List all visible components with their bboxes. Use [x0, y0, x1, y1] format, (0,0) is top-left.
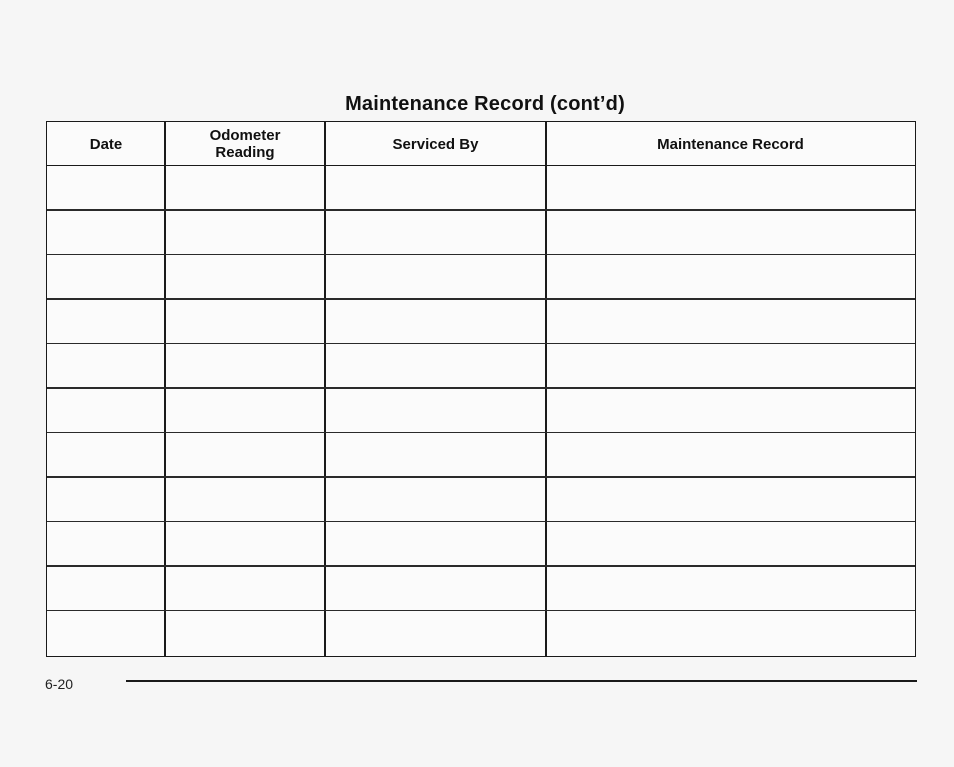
- table-row-divider: [47, 610, 915, 612]
- column-header-maintenance-record: Maintenance Record: [657, 135, 804, 153]
- page-title: Maintenance Record (cont’d): [345, 93, 625, 115]
- table-row-divider: [47, 343, 915, 345]
- column-divider: [164, 122, 166, 656]
- table-row-divider: [47, 298, 915, 300]
- table-row-divider: [47, 432, 915, 434]
- table-row-divider: [47, 521, 915, 523]
- table-row-divider: [47, 209, 915, 211]
- table-header-row: [47, 122, 915, 166]
- table-row-divider: [47, 476, 915, 478]
- column-header-odometer-reading: Odometer Reading: [209, 127, 281, 161]
- footer-rule: [126, 680, 917, 682]
- table-row-divider: [47, 387, 915, 389]
- page-number: 6-20: [45, 676, 74, 692]
- maintenance-record-table: [46, 121, 916, 657]
- column-divider: [545, 122, 547, 656]
- column-header-serviced-by: Serviced By: [392, 135, 479, 153]
- column-divider: [324, 122, 326, 656]
- table-row-divider: [47, 565, 915, 567]
- table-row-divider: [47, 254, 915, 256]
- column-header-date: Date: [89, 135, 123, 153]
